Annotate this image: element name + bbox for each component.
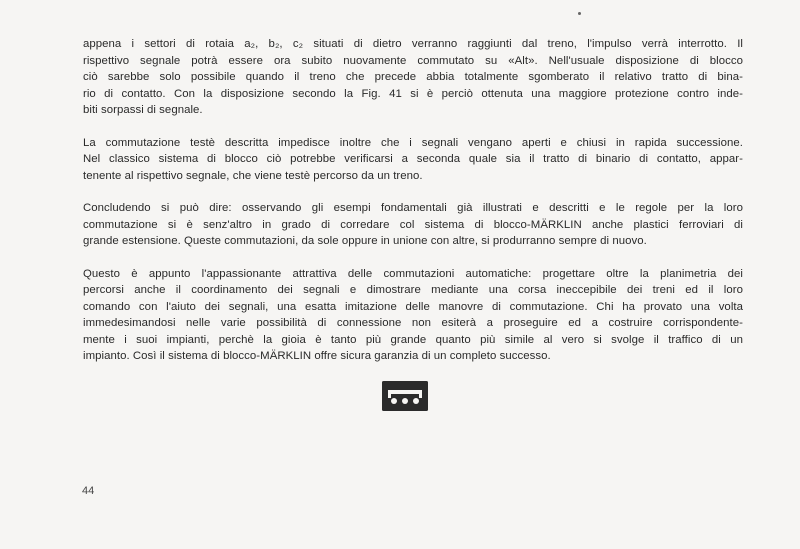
text-line: rio di contatto. Con la disposizione secondo la Fig. 41 si è perciò ottenuta una maggiore protezione contro inde- xyxy=(83,87,743,100)
text-line: Nel classico sistema di blocco ciò potrebbe verificarsi a seconda quale sia il tratto di binario di contatto, appar- xyxy=(83,153,743,165)
text-line: biti sorpassi di segnale. xyxy=(83,104,203,116)
paragraph-2 xyxy=(83,135,743,185)
page-number: 44 xyxy=(82,485,95,497)
paragraph-4 xyxy=(83,266,743,365)
text-line: percorsi anche il coordinamento dei segnali e dimostrare mediante una corsa ineccepibile dei treni ed il loro xyxy=(83,284,743,296)
text-line: grande estensione. Queste commutazioni, da sole oppure in unione con altre, si produrranno sempre di nuovo. xyxy=(83,235,647,247)
marklin-wagon-logo-icon xyxy=(382,381,428,411)
paper-speck xyxy=(578,12,581,15)
text-line: impianto. Così il sistema di blocco-MÄRKLIN offre sicura garanzia di un completo successo. xyxy=(83,350,551,362)
text-line: appena i settori di rotaia a₂, b₂, c₂ situati di dietro verranno raggiunti dal treno, l'impulso verrà interrotto. Il xyxy=(83,38,743,50)
text-line: comando con l'aiuto dei segnali, una esatta imitazione delle manovre di commutazione. Chi ha provato una volta xyxy=(83,300,743,313)
text-line: immedesimandosi nelle varie possibilità di connessione non esiterà a proseguire ed a costruire corrispondente- xyxy=(83,317,743,329)
text-line: tenente al rispettivo segnale, che viene testè percorso da un treno. xyxy=(83,169,423,182)
text-line: La commutazione testè descritta impedisce inoltre che i segnali vengano aperti e chiusi in rapida successione. xyxy=(83,136,743,149)
text-line: commutazione si è senz'altro in grado di corredare col sistema di blocco-MÄRKLIN anche plastici ferroviari di xyxy=(83,218,743,231)
text-line: ciò sarebbe solo possibile quando il treno che precede abbia totalmente sgomberato il relativo tratto di bina- xyxy=(83,71,743,83)
body-text xyxy=(83,36,743,381)
paragraph-3 xyxy=(83,200,743,250)
text-line: Questo è appunto l'appassionante attrattiva delle commutazioni automatiche: progettare oltre la planimetria dei xyxy=(83,267,743,280)
text-line: mente i suoi impianti, perchè la gioia è tanto più grande quanto più simile al vero si svolge il traffico di un xyxy=(83,333,743,346)
text-line: Concludendo si può dire: osservando gli esempi fondamentali già illustrati e descritti e le regole per la loro xyxy=(83,202,743,214)
paragraph-1 xyxy=(83,36,743,119)
text-line: rispettivo segnale potrà essere ora subito nuovamente commutato su «Alt». Nell'usuale disposizione di blocco xyxy=(83,54,743,67)
